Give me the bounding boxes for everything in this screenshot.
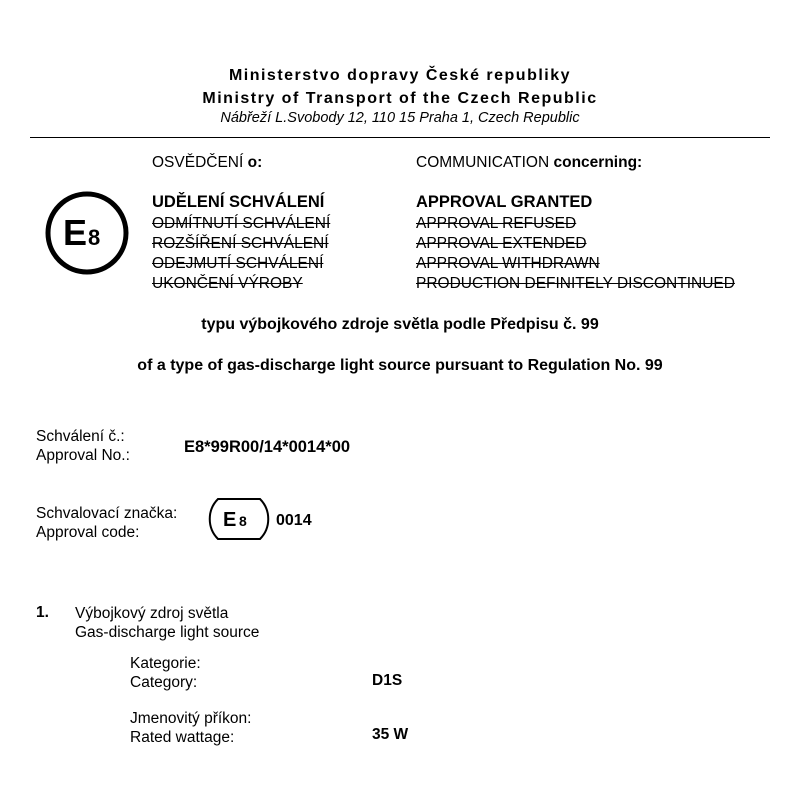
code-mark-number: 8 [239, 513, 247, 529]
wattage-label [130, 709, 251, 747]
status-withdrawn-en: APPROVAL WITHDRAWN [416, 255, 600, 272]
approval-number-label-en: Approval No.: [36, 447, 130, 464]
subject-cz: typu výbojkového zdroje světla podle Předpisu č. 99 [201, 316, 599, 333]
wattage-label-en: Rated wattage: [130, 729, 235, 746]
approval-code-label-cz: Schvalovací značka: [36, 505, 178, 522]
section-1-number: 1. [36, 604, 49, 621]
section-1-title-en: Gas-discharge light source [75, 624, 260, 641]
wattage-value: 35 W [372, 726, 409, 743]
subject-en: of a type of gas-discharge light source pursuant to Regulation No. 99 [137, 357, 663, 374]
communication-label-cz: OSVĚDČENÍ o: [152, 154, 263, 171]
status-discontinued-en: PRODUCTION DEFINITELY DISCONTINUED [416, 275, 735, 292]
status-withdrawn-cz: ODEJMUTÍ SCHVÁLENÍ [152, 255, 324, 272]
ministry-title-cz: Ministerstvo dopravy České republiky [228, 67, 572, 84]
header-divider [30, 137, 770, 138]
e8-mark-number: 8 [88, 225, 101, 250]
approval-code-label-en: Approval code: [36, 524, 140, 541]
status-extended-cz: ROZŠÍŘENÍ SCHVÁLENÍ [152, 235, 329, 252]
category-label-en: Category: [130, 674, 198, 691]
status-refused-en: APPROVAL REFUSED [416, 215, 577, 232]
category-value: D1S [372, 672, 403, 689]
status-discontinued-cz: UKONČENÍ VÝROBY [152, 275, 303, 292]
approval-number-label [36, 427, 130, 465]
category-label [130, 654, 201, 692]
approval-code-value: 0014 [276, 512, 312, 529]
category-label-cz: Kategorie: [130, 655, 201, 672]
e8-code-mark-icon [208, 496, 270, 542]
code-mark-letter: E [223, 509, 237, 531]
approval-code-label [36, 504, 177, 542]
status-granted-cz: UDĚLENÍ SCHVÁLENÍ [152, 193, 325, 211]
status-extended-en: APPROVAL EXTENDED [416, 235, 587, 252]
approval-number-value: E8*99R00/14*0014*00 [184, 438, 351, 456]
e8-mark-letter: E [63, 212, 88, 253]
wattage-label-cz: Jmenovitý příkon: [130, 710, 252, 727]
ministry-address: Nábřeží L.Svobody 12, 110 15 Praha 1, Czech Republic [220, 110, 580, 126]
status-granted-en: APPROVAL GRANTED [416, 193, 593, 211]
section-1-title [75, 604, 259, 642]
communication-label-en: COMMUNICATION concerning: [416, 154, 643, 171]
status-refused-cz: ODMÍTNUTÍ SCHVÁLENÍ [152, 215, 331, 232]
section-1-title-cz: Výbojkový zdroj světla [75, 605, 229, 622]
ministry-title-en: Ministry of Transport of the Czech Republic [202, 90, 598, 107]
approval-number-label-cz: Schválení č.: [36, 428, 125, 445]
e8-approval-mark-icon [44, 190, 130, 276]
